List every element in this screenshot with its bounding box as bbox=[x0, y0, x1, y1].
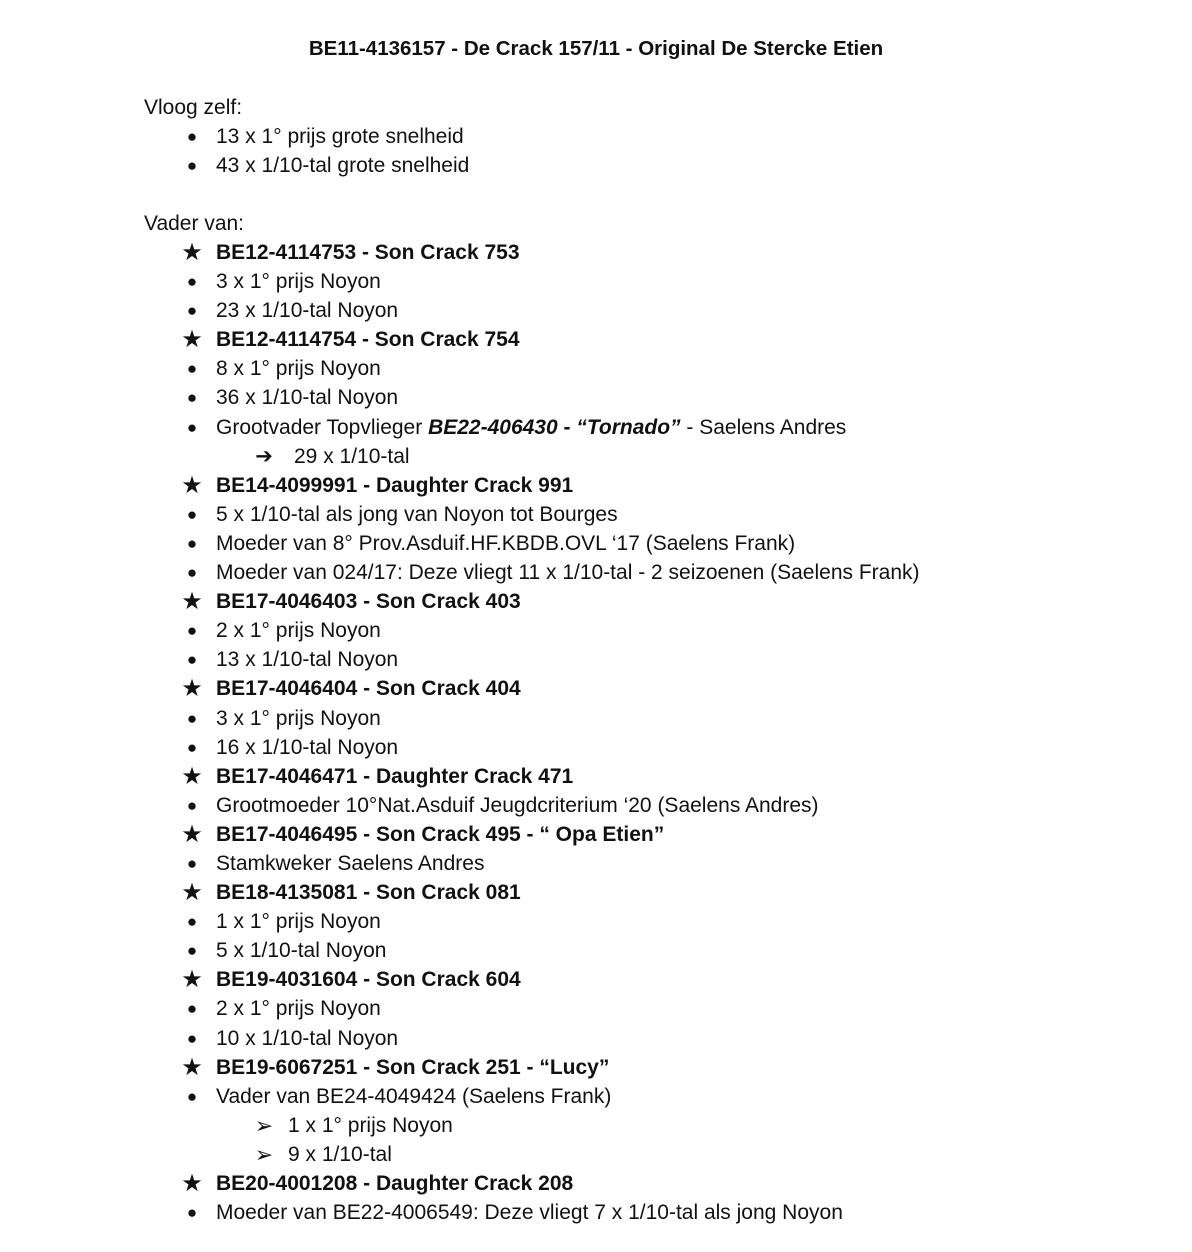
offspring-title: BE17-4046471 - Daughter Crack 471 bbox=[216, 764, 574, 788]
sub-list-item-text: 9 x 1/10-tal bbox=[288, 1142, 392, 1166]
bullet-icon: ● bbox=[186, 912, 198, 932]
list-item-text: Moeder van BE22-4006549: Deze vliegt 7 x 1/10-tal als jong Noyon bbox=[216, 1201, 843, 1225]
bullet-icon: ● bbox=[186, 533, 198, 553]
bullet-icon: ● bbox=[186, 1028, 198, 1048]
section-heading-vader-van: Vader van: bbox=[144, 212, 245, 235]
list-item bbox=[144, 1082, 1144, 1111]
offspring-title: BE17-4046403 - Son Crack 403 bbox=[216, 590, 521, 614]
sub-list-item bbox=[144, 1140, 1144, 1169]
star-icon: ★ bbox=[181, 762, 203, 790]
list-item bbox=[144, 1198, 1144, 1227]
offspring-header bbox=[144, 587, 1144, 616]
bullet-icon: ● bbox=[186, 853, 198, 873]
list-item-text: 36 x 1/10-tal Noyon bbox=[216, 386, 399, 410]
offspring-title: BE17-4046495 - Son Crack 495 - “ Opa Etien” bbox=[216, 822, 665, 846]
list-item bbox=[144, 645, 1144, 674]
list-item-text-prefix: Grootvader Topvlieger bbox=[216, 415, 429, 439]
offspring-header bbox=[144, 820, 1144, 849]
list-item bbox=[144, 413, 1144, 442]
bullet-icon: ● bbox=[186, 301, 198, 321]
offspring-title: BE20-4001208 - Daughter Crack 208 bbox=[216, 1172, 574, 1195]
offspring-title: BE14-4099991 - Daughter Crack 991 bbox=[216, 473, 574, 497]
bullet-icon: ● bbox=[186, 1086, 198, 1106]
list-item-text: 5 x 1/10-tal als jong van Noyon tot Bourges bbox=[216, 502, 618, 526]
section-vloog-zelf bbox=[144, 93, 1144, 180]
bullet-icon: ● bbox=[186, 417, 198, 437]
bullet-icon: ● bbox=[186, 737, 198, 757]
bullet-icon: ● bbox=[186, 388, 198, 408]
offspring-title: BE17-4046404 - Son Crack 404 bbox=[216, 677, 521, 701]
bullet-icon: ● bbox=[186, 708, 198, 728]
list-item bbox=[144, 529, 1144, 558]
list-item-text: 43 x 1/10-tal grote snelheid bbox=[216, 154, 470, 178]
list-item-text: 5 x 1/10-tal Noyon bbox=[216, 939, 387, 963]
list-item bbox=[144, 383, 1144, 412]
document-title: BE11-4136157 - De Crack 157/11 - Original De Stercke Etien bbox=[308, 37, 884, 60]
offspring-header bbox=[144, 325, 1144, 354]
bullet-icon: ● bbox=[186, 127, 198, 146]
list-item-text: 23 x 1/10-tal Noyon bbox=[216, 299, 399, 323]
star-icon: ★ bbox=[181, 239, 203, 266]
star-icon: ★ bbox=[181, 588, 203, 616]
bullet-icon: ● bbox=[186, 941, 198, 961]
vloog-zelf-list bbox=[144, 122, 1144, 180]
star-icon: ★ bbox=[181, 820, 203, 848]
offspring-header bbox=[144, 878, 1144, 907]
offspring-title: BE19-4031604 - Son Crack 604 bbox=[216, 968, 521, 992]
bullet-icon: ● bbox=[186, 359, 198, 379]
list-item bbox=[144, 849, 1144, 878]
vader-van-list bbox=[144, 238, 1144, 1227]
bullet-icon: ● bbox=[186, 795, 198, 815]
list-item bbox=[144, 558, 1144, 587]
list-item-text: Grootmoeder 10°Nat.Asduif Jeugdcriterium ‘20 (Saelens Andres) bbox=[216, 793, 819, 817]
list-item bbox=[144, 704, 1144, 733]
arrow-right-icon: ➔ bbox=[255, 444, 273, 468]
star-icon: ★ bbox=[181, 966, 203, 994]
star-icon: ★ bbox=[181, 1170, 203, 1197]
star-icon: ★ bbox=[181, 879, 203, 907]
offspring-header bbox=[144, 674, 1144, 703]
list-item-text: 3 x 1° prijs Noyon bbox=[216, 706, 381, 730]
bullet-icon: ● bbox=[186, 563, 198, 583]
star-icon: ★ bbox=[181, 1053, 203, 1081]
list-item bbox=[144, 151, 1144, 180]
list-item bbox=[144, 296, 1144, 325]
sub-list-item bbox=[144, 1111, 1144, 1140]
star-icon: ★ bbox=[181, 471, 203, 499]
list-item-text: 8 x 1° prijs Noyon bbox=[216, 357, 381, 381]
list-item bbox=[144, 907, 1144, 936]
bullet-icon: ● bbox=[186, 504, 198, 524]
list-item bbox=[144, 267, 1144, 296]
bullet-icon: ● bbox=[186, 1203, 198, 1223]
list-item-text: Moeder van 8° Prov.Asduif.HF.KBDB.OVL ‘17 (Saelens Frank) bbox=[216, 531, 796, 555]
bullet-icon: ● bbox=[186, 999, 198, 1019]
offspring-header bbox=[144, 762, 1144, 791]
chevron-arrow-icon: ➢ bbox=[254, 1112, 274, 1138]
list-item bbox=[144, 994, 1144, 1023]
offspring-title: BE12-4114753 - Son Crack 753 bbox=[216, 241, 520, 264]
bullet-icon: ● bbox=[186, 156, 198, 176]
list-item-text: 13 x 1/10-tal Noyon bbox=[216, 648, 399, 672]
topvlieger-name: BE22-406430 - “Tornado” bbox=[428, 415, 681, 439]
list-item-text: Vader van BE24-4049424 (Saelens Frank) bbox=[216, 1084, 612, 1108]
list-item bbox=[144, 936, 1144, 965]
sub-list-item-text: 1 x 1° prijs Noyon bbox=[288, 1113, 453, 1137]
offspring-header bbox=[144, 965, 1144, 994]
sub-list-item bbox=[144, 442, 1144, 471]
list-item-text: 13 x 1° prijs grote snelheid bbox=[216, 125, 464, 148]
star-icon: ★ bbox=[181, 326, 203, 354]
list-item bbox=[144, 122, 1144, 151]
offspring-title: BE18-4135081 - Son Crack 081 bbox=[216, 881, 521, 905]
list-item-text: 10 x 1/10-tal Noyon bbox=[216, 1026, 399, 1050]
offspring-header bbox=[144, 1053, 1144, 1082]
bullet-icon: ● bbox=[186, 621, 198, 641]
list-item-text: Stamkweker Saelens Andres bbox=[216, 851, 485, 875]
star-icon: ★ bbox=[181, 675, 203, 703]
list-item bbox=[144, 1024, 1144, 1053]
offspring-title: BE12-4114754 - Son Crack 754 bbox=[216, 328, 520, 352]
list-item bbox=[144, 733, 1144, 762]
section-vader-van bbox=[144, 209, 1144, 1227]
list-item bbox=[144, 354, 1144, 383]
list-item-text: 3 x 1° prijs Noyon bbox=[216, 270, 381, 294]
list-item-text: 1 x 1° prijs Noyon bbox=[216, 910, 381, 934]
list-item-text-suffix: - Saelens Andres bbox=[680, 415, 847, 439]
list-item-text: 2 x 1° prijs Noyon bbox=[216, 997, 381, 1021]
offspring-header bbox=[144, 1169, 1144, 1198]
bullet-icon: ● bbox=[186, 272, 198, 292]
chevron-arrow-icon: ➢ bbox=[254, 1141, 274, 1167]
list-item bbox=[144, 500, 1144, 529]
offspring-title: BE19-6067251 - Son Crack 251 - “Lucy” bbox=[216, 1055, 610, 1079]
list-item-text: 2 x 1° prijs Noyon bbox=[216, 619, 381, 643]
sub-list-item-text: 29 x 1/10-tal bbox=[294, 444, 410, 468]
list-item bbox=[144, 791, 1144, 820]
list-item-text bbox=[216, 413, 846, 442]
list-item bbox=[144, 616, 1144, 645]
offspring-header bbox=[144, 238, 1144, 267]
list-item-text: Moeder van 024/17: Deze vliegt 11 x 1/10-tal - 2 seizoenen (Saelens Frank) bbox=[216, 561, 920, 585]
offspring-header bbox=[144, 471, 1144, 500]
section-heading-vloog-zelf: Vloog zelf: bbox=[144, 96, 243, 119]
list-item-text: 16 x 1/10-tal Noyon bbox=[216, 735, 399, 759]
bullet-icon: ● bbox=[186, 650, 198, 670]
